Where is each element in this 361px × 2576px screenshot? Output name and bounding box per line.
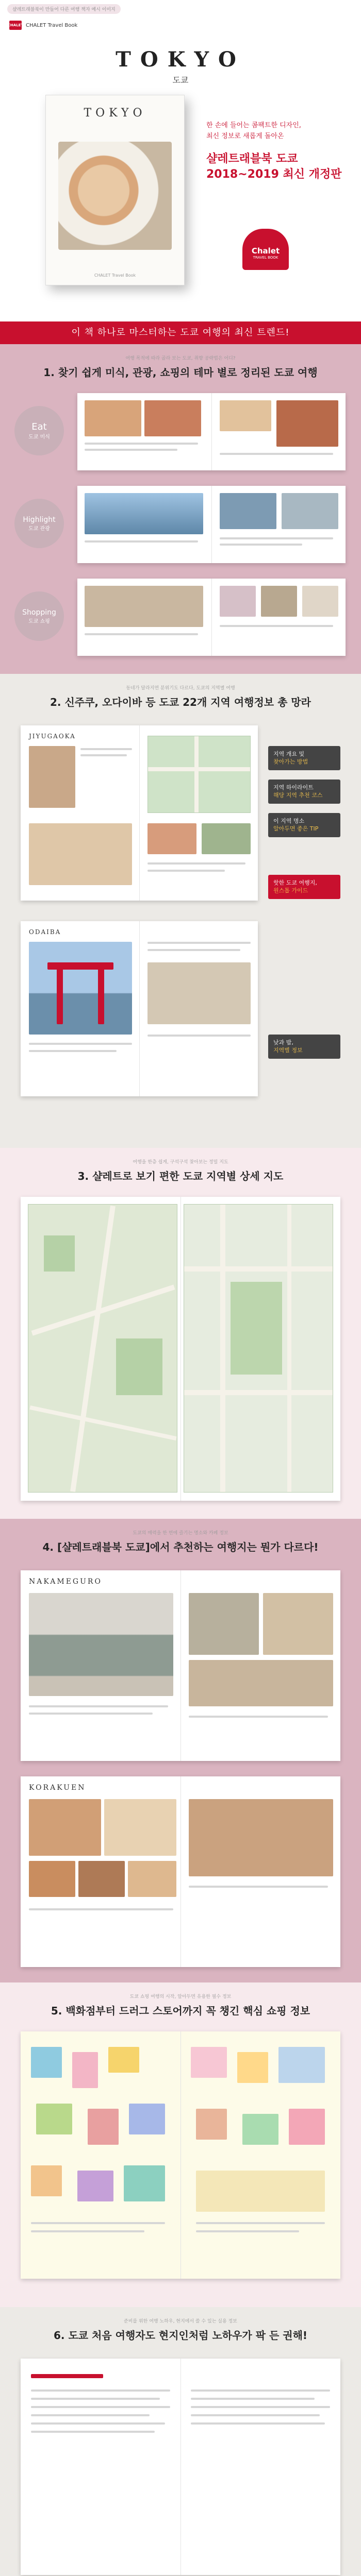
s2-title: 2. 신주쿠, 오다이바 등 도쿄 22개 지역 여행정보 총 망라 <box>50 696 311 708</box>
s1-title: 1. 찾기 쉽게 미식, 관광, 쇼핑의 테마 별로 정리된 도쿄 여행 <box>43 366 318 379</box>
theme-eat-badge <box>14 406 64 455</box>
spread-conversation <box>21 2359 340 2575</box>
text-line <box>220 544 302 546</box>
s4-title: 4. [샬레트래블북 도쿄]에서 추천하는 여행지는 뭔가 다르다! <box>42 1541 319 1553</box>
theme-eat-en: Eat <box>31 421 47 432</box>
photo <box>128 1861 176 1897</box>
product <box>72 2052 98 2088</box>
brand-name: CHALET Travel Book <box>26 22 78 28</box>
spread-jiyugaoka-head: JIYUGAOKA <box>29 733 76 740</box>
road <box>287 1205 291 1493</box>
road <box>220 1205 225 1493</box>
text-line <box>85 449 177 451</box>
photo <box>78 1861 125 1897</box>
text-line <box>31 2414 150 2416</box>
spread-nakameguro-head: NAKAMEGURO <box>29 1578 102 1586</box>
text-line <box>189 1716 328 1718</box>
theme-shopping-ko: 도쿄 쇼핑 <box>28 618 50 624</box>
photo <box>276 400 338 447</box>
hero-copy <box>206 121 346 183</box>
park <box>44 1235 75 1272</box>
photo <box>29 1593 173 1696</box>
chalet-badge <box>242 229 289 270</box>
theme-highlight-ko: 도쿄 관광 <box>28 526 50 532</box>
text-line <box>31 2431 155 2433</box>
product-table <box>196 2171 325 2212</box>
photo <box>263 1593 333 1655</box>
callout-spots <box>268 813 340 837</box>
theme-highlight-badge <box>14 499 64 548</box>
text-line <box>196 2222 325 2224</box>
section-knowhow <box>0 2307 361 2576</box>
text-line <box>220 625 333 627</box>
road <box>184 1266 333 1272</box>
text-line <box>85 540 198 543</box>
photo <box>302 586 338 617</box>
spread-highlight <box>77 486 346 563</box>
photo <box>282 493 338 529</box>
photo <box>220 493 276 529</box>
heading-bar <box>31 2374 103 2378</box>
text-line <box>191 2398 315 2400</box>
photo <box>189 1660 333 1706</box>
product <box>31 2047 62 2078</box>
s3-title: 3. 샬레트로 보기 편한 도쿄 지역별 상세 지도 <box>77 1170 284 1182</box>
text-line <box>29 1043 132 1045</box>
text-line <box>80 754 127 756</box>
product <box>36 2104 72 2134</box>
text-line <box>189 1886 328 1888</box>
torii-beam <box>47 962 113 970</box>
spread-odaiba <box>21 921 258 1096</box>
text-line <box>191 2406 330 2408</box>
photo <box>202 823 251 854</box>
spread-shopping-info <box>21 2031 340 2279</box>
road <box>184 1390 333 1395</box>
chalet-logo: CHALET <box>9 21 22 30</box>
photo <box>220 586 256 617</box>
text-line <box>31 2230 144 2232</box>
product <box>278 2047 325 2083</box>
headline-banner: 이 책 하나로 마스터하는 도쿄 여행의 최신 트렌드! <box>0 321 361 344</box>
section-themes <box>0 344 361 674</box>
s5-caption: 도쿄 쇼핑 여행의 시작, 알아두면 유용한 필수 정보 <box>129 1994 232 1999</box>
road <box>70 1206 116 1492</box>
text-line <box>85 633 198 635</box>
callout-highlight-b: 해당 지역 추천 코스 <box>273 792 323 799</box>
book-cover-foot: CHALET Travel Book <box>94 273 136 278</box>
photo <box>29 823 132 885</box>
hero-copy-big-2: 2018~2019 최신 개정판 <box>206 168 342 181</box>
product <box>124 2165 165 2201</box>
photo <box>85 586 203 627</box>
s4-caption: 도쿄의 매력을 한 번에 즐기는 명소와 카페 정보 <box>133 1531 228 1536</box>
section-recommend <box>0 1519 361 1982</box>
text-line <box>196 2230 299 2232</box>
text-line <box>31 2406 170 2408</box>
callout-overview-t: 지역 개요 및 <box>273 751 305 757</box>
text-line <box>147 862 245 865</box>
callout-guide-b: 원스톱 가이드 <box>273 887 308 894</box>
text-line <box>147 870 225 872</box>
text-line <box>31 2422 165 2425</box>
callout-spots-t: 이 지역 명소 <box>273 818 305 824</box>
callout-overview <box>268 746 340 770</box>
photo <box>29 1799 101 1856</box>
photo <box>261 586 297 617</box>
photo <box>29 746 75 808</box>
spread-map <box>21 1197 340 1501</box>
photo <box>147 823 196 854</box>
chalet-badge-label: Chalet <box>251 246 280 256</box>
s3-caption: 여행을 한층 쉽게, 구석구석 찾아보는 정밀 지도 <box>133 1160 228 1165</box>
spread-korakuen-head: KORAKUEN <box>29 1784 86 1792</box>
section-shopping <box>0 1982 361 2307</box>
hero-title: TOKYO <box>116 47 245 72</box>
hero-copy-small-2: 최신 정보로 새롭게 돌아온 <box>206 132 284 140</box>
theme-eat-ko: 도쿄 미식 <box>28 434 50 440</box>
photo <box>85 400 141 436</box>
callout-highlight-t: 지역 하이라이트 <box>273 784 314 791</box>
road <box>194 736 199 813</box>
product <box>196 2109 227 2140</box>
text-line <box>29 1050 117 1052</box>
spread-nakameguro <box>21 1570 340 1761</box>
text-line <box>85 443 198 445</box>
s6-caption: 준비를 위한 여행 노하우, 현지에서 쓸 수 있는 실용 정보 <box>124 2319 237 2324</box>
hero-subtitle: 도쿄 <box>172 75 189 85</box>
theme-highlight-en: Highlight <box>23 515 56 524</box>
product <box>289 2109 325 2145</box>
top-notice-bar <box>0 0 361 18</box>
text-line <box>80 748 132 750</box>
photo <box>144 400 201 436</box>
text-line <box>29 1908 173 1910</box>
book-cover-photo <box>58 142 172 250</box>
text-line <box>29 1705 168 1707</box>
brand-row <box>0 18 361 33</box>
product <box>191 2047 227 2078</box>
photo <box>29 1861 75 1897</box>
book-cover <box>45 95 185 285</box>
callout-daynight <box>268 1035 340 1059</box>
text-line <box>147 949 240 951</box>
product <box>77 2171 113 2201</box>
callout-daynight-t: 낮과 밤, <box>273 1039 293 1046</box>
hero-section <box>0 33 361 321</box>
park <box>231 1282 282 1375</box>
park <box>116 1338 162 1395</box>
spread-odaiba-head: ODAIBA <box>29 928 61 936</box>
hero-copy-small-1: 한 손에 들어는 콤팩트한 디자인, <box>206 122 301 129</box>
spread-korakuen <box>21 1776 340 1967</box>
section-maps <box>0 1148 361 1519</box>
text-line <box>31 2222 165 2224</box>
s5-title: 5. 백화점부터 드러그 스토어까지 꼭 챙긴 핵심 쇼핑 정보 <box>51 2005 310 2017</box>
road <box>148 767 251 771</box>
callout-overview-b: 찾아가는 방법 <box>273 758 308 766</box>
text-line <box>147 1035 251 1037</box>
callout-guide-t: 핫한 도쿄 여행지, <box>273 879 317 886</box>
text-line <box>31 2389 170 2392</box>
photo <box>29 942 132 1035</box>
text-line <box>191 2414 320 2416</box>
section-regions <box>0 674 361 1148</box>
text-line <box>191 2389 330 2392</box>
product <box>129 2104 165 2134</box>
book-cover-title: TOKYO <box>84 107 146 120</box>
hero-copy-big-1: 샬레트래블북 도쿄 <box>206 152 298 165</box>
text-line <box>191 2422 325 2425</box>
theme-shopping-en: Shopping <box>22 608 56 617</box>
photo <box>220 400 271 431</box>
mini-map <box>147 736 251 813</box>
chalet-badge-sub: TRAVEL BOOK <box>253 256 278 260</box>
photo <box>189 1799 333 1876</box>
product <box>242 2114 278 2145</box>
product <box>31 2165 62 2196</box>
text-line <box>220 453 333 455</box>
photo <box>104 1799 176 1856</box>
road <box>29 1405 176 1440</box>
callout-highlight <box>268 779 340 804</box>
map-right <box>184 1204 333 1493</box>
product <box>88 2109 119 2145</box>
callout-daynight-b: 지역별 정보 <box>273 1047 303 1054</box>
s2-caption: 동네가 달라지면 분위기도 다르다, 도쿄의 지역별 여행 <box>126 686 235 691</box>
spread-jiyugaoka <box>21 725 258 901</box>
photo <box>147 962 251 1024</box>
product <box>108 2047 139 2073</box>
s1-caption: 여행 목적에 따라 골라 보는 도쿄, 취향 공략법은 어디? <box>125 356 236 361</box>
callout-guide <box>268 875 340 899</box>
text-line <box>31 2398 160 2400</box>
spread-shopping <box>77 579 346 656</box>
torii-post <box>57 968 63 1024</box>
theme-shopping-badge <box>14 591 64 641</box>
top-notice: 샬레트래블북이 만들어 다른 여행 책자 예시 이미지 <box>7 4 121 14</box>
photo <box>85 493 203 534</box>
spread-eat <box>77 393 346 470</box>
text-line <box>29 1713 153 1715</box>
text-line <box>220 537 333 539</box>
map-left <box>28 1204 177 1493</box>
s6-title: 6. 도쿄 처음 여행자도 현지인처럼 노하우가 팍 든 권해! <box>53 2329 308 2342</box>
callout-spots-b: 알아두면 좋은 TIP <box>273 825 319 833</box>
torii-post <box>98 968 104 1024</box>
photo <box>189 1593 259 1655</box>
text-line <box>147 942 251 944</box>
product <box>237 2052 268 2083</box>
